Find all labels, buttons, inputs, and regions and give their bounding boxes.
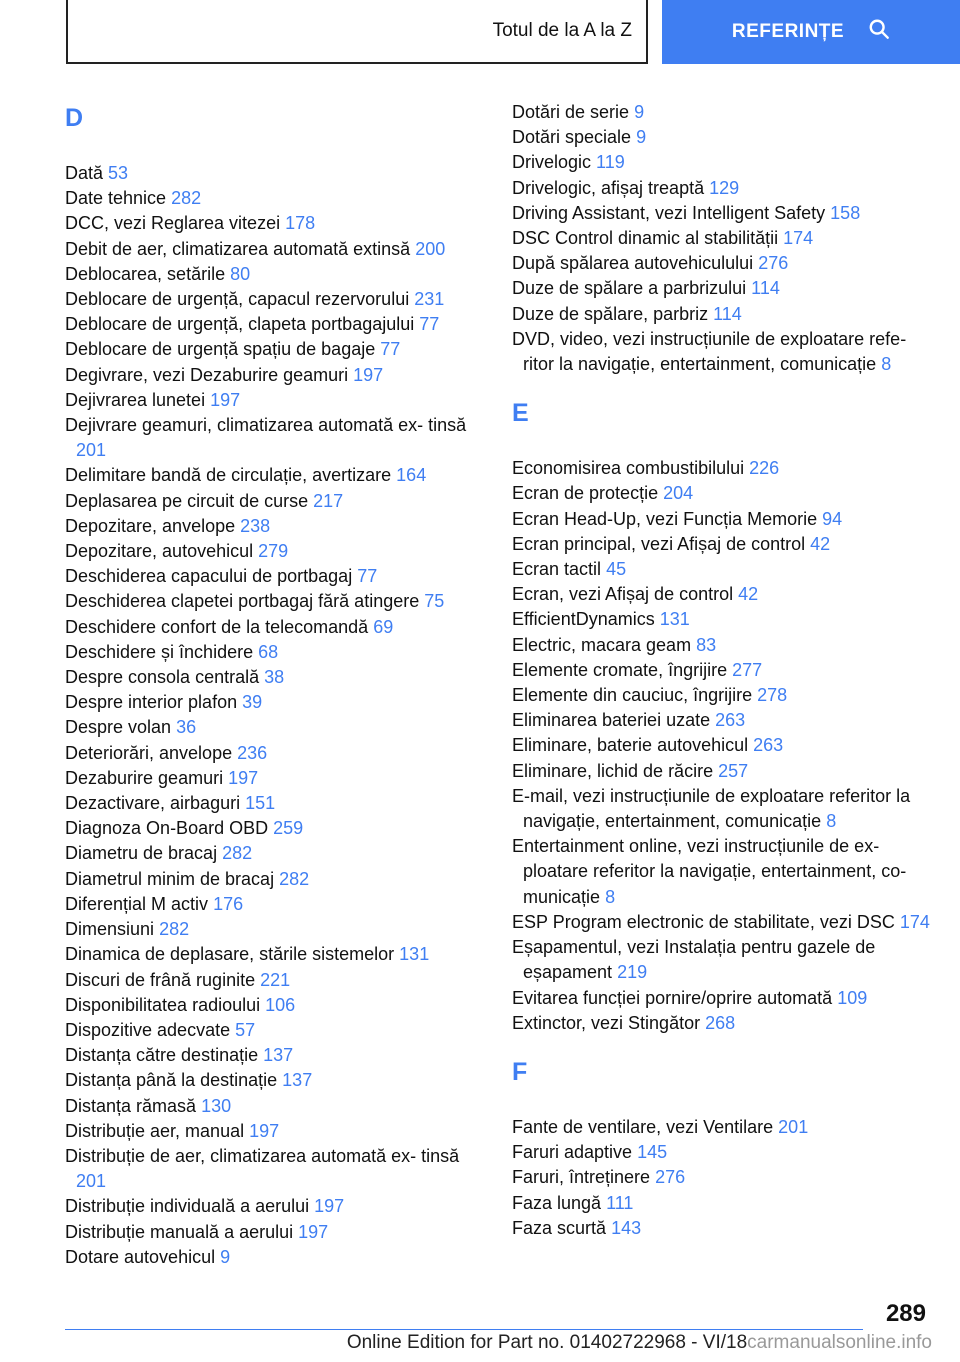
index-entry-text: Eliminarea bateriei uzate xyxy=(512,710,711,731)
index-entry xyxy=(65,262,485,287)
index-entry-text: Eliminare, lichid de răcire xyxy=(512,760,714,781)
index-entry xyxy=(512,759,932,784)
index-entry xyxy=(512,986,932,1011)
index-entry-text: Diagnoza On-Board OBD xyxy=(65,818,269,839)
index-entry xyxy=(65,539,485,564)
index-entry-text: Deplasarea pe circuit de curse xyxy=(65,490,309,511)
page-reference-link[interactable]: 69 xyxy=(373,616,394,637)
section-gap xyxy=(512,1036,932,1054)
page-reference-link[interactable]: 137 xyxy=(282,1070,313,1091)
index-entry xyxy=(512,683,932,708)
index-entry xyxy=(512,784,932,834)
index-entry-text: Despre consola centrală xyxy=(65,667,260,688)
page-reference-link[interactable]: 197 xyxy=(298,1221,329,1242)
page-reference-link[interactable]: 236 xyxy=(237,742,268,763)
index-entry-text: Dejivrarea lunetei xyxy=(65,389,206,410)
index-entry-text: Depozitare, autovehicul xyxy=(65,541,254,562)
page-reference-link[interactable]: 197 xyxy=(314,1196,345,1217)
index-column-right xyxy=(512,100,932,1241)
page-reference-link[interactable]: 158 xyxy=(830,202,861,223)
index-entry-text: Deteriorări, anvelope xyxy=(65,742,233,763)
index-entry-text: Evitarea funcției pornire/oprire automată xyxy=(512,987,833,1008)
index-entry xyxy=(512,1216,932,1241)
index-entry xyxy=(512,1191,932,1216)
index-entry xyxy=(65,867,485,892)
index-entry xyxy=(65,287,485,312)
index-entry-text: După spălarea autovehiculului xyxy=(512,253,754,274)
index-entry xyxy=(65,791,485,816)
index-entry-text: Drivelogic, afișaj treaptă xyxy=(512,177,705,198)
page-reference-link[interactable]: 197 xyxy=(210,389,241,410)
index-entry xyxy=(65,1119,485,1144)
index-entry-text: Dezaburire geamuri xyxy=(65,767,224,788)
page-reference-link[interactable]: 131 xyxy=(399,944,430,965)
index-entry xyxy=(512,582,932,607)
watermark: carmanualsonline.info xyxy=(747,1332,932,1353)
page-reference-link[interactable]: 130 xyxy=(201,1095,232,1116)
index-entry xyxy=(512,176,932,201)
page-reference-link[interactable]: 151 xyxy=(245,793,276,814)
index-entry xyxy=(512,276,932,301)
index-entry-text: Deblocare de urgență spațiu de bagaje xyxy=(65,339,376,360)
index-entry-text: Depozitare, anvelope xyxy=(65,515,236,536)
index-entry-text: Disponibilitatea radioului xyxy=(65,994,261,1015)
index-entry-text: Deblocare de urgență, clapeta portbagajului xyxy=(65,314,415,335)
index-entry-text: Deblocare de urgență, capacul rezervorului xyxy=(65,289,410,310)
index-entry-text: Ecran tactil xyxy=(512,559,602,580)
section-title: Totul de la A la Z xyxy=(492,20,632,41)
page-reference-link[interactable]: 53 xyxy=(108,163,129,183)
index-entry xyxy=(512,481,932,506)
index-entry xyxy=(512,557,932,582)
section-letter-heading: E xyxy=(512,399,529,428)
page-reference-link[interactable]: 42 xyxy=(738,584,759,605)
index-entry-text: Deschidere confort de la telecomandă xyxy=(65,616,369,637)
index-entry xyxy=(512,201,932,226)
index-entry xyxy=(512,633,932,658)
index-entry xyxy=(65,1094,485,1119)
index-entry-text: Discuri de frână ruginite xyxy=(65,969,256,990)
index-entry xyxy=(512,1115,932,1140)
index-entry xyxy=(65,1144,485,1194)
index-entry-text: Despre interior plafon xyxy=(65,692,238,713)
index-entry xyxy=(512,708,932,733)
index-entry-text: Distribuție de aer, climatizarea automată ex- tinsă xyxy=(65,1145,460,1166)
index-entry-text: Faruri adaptive xyxy=(512,1142,633,1163)
page-reference-link[interactable]: 174 xyxy=(783,228,814,249)
page-reference-link[interactable]: 282 xyxy=(279,868,310,889)
index-entry xyxy=(65,1245,485,1270)
index-entry xyxy=(65,942,485,967)
index-entry xyxy=(65,665,485,690)
page-reference-link[interactable]: 217 xyxy=(313,490,344,511)
page-reference-link[interactable]: 45 xyxy=(606,559,627,580)
page-number: 289 xyxy=(885,1300,926,1327)
page-reference-link[interactable]: 204 xyxy=(663,483,694,504)
index-entry xyxy=(65,489,485,514)
index-entry-text: Faza lungă xyxy=(512,1192,602,1213)
index-entry xyxy=(512,658,932,683)
index-entry-text: Distribuție individuală a aerului xyxy=(65,1196,310,1217)
index-entry-text: DVD, video, vezi instrucțiunile de exploatare refe- ritor la navigație, entertainment, comunicație xyxy=(512,328,907,375)
page-reference-link[interactable]: 57 xyxy=(235,1019,256,1040)
page-reference-link[interactable]: 197 xyxy=(249,1120,280,1141)
page-reference-link[interactable]: 277 xyxy=(732,659,763,680)
edition-text: Online Edition for Part no. 01402722968 - VI/18 xyxy=(346,1332,748,1353)
index-entry xyxy=(512,327,932,377)
index-entry xyxy=(512,607,932,632)
index-entry-text: Eșapamentul, vezi Instalația pentru gazele de eșapament xyxy=(512,937,876,983)
index-entry xyxy=(65,1068,485,1093)
page-reference-link[interactable]: 174 xyxy=(899,911,930,932)
index-entry xyxy=(512,1140,932,1165)
index-entry xyxy=(65,186,485,211)
index-entry xyxy=(512,1165,932,1190)
index-entry-text: Faza scurtă xyxy=(512,1217,607,1238)
page-reference-link[interactable]: 109 xyxy=(837,987,868,1008)
page-reference-link[interactable]: 145 xyxy=(637,1142,668,1163)
page-reference-link[interactable]: 131 xyxy=(659,609,690,630)
index-entry-text: Dinamica de deplasare, stările sistemelor xyxy=(65,944,395,965)
page-reference-link[interactable]: 75 xyxy=(424,591,445,612)
page-reference-link[interactable]: 143 xyxy=(611,1217,642,1238)
index-entry-text: Distribuție manuală a aerului xyxy=(65,1221,294,1242)
index-entry xyxy=(65,514,485,539)
index-entry xyxy=(65,1194,485,1219)
index-entry-text: Eliminare, baterie autovehicul xyxy=(512,735,749,756)
page-reference-link[interactable]: 263 xyxy=(715,710,746,731)
index-entry-text: EfficientDynamics xyxy=(512,609,655,630)
page-reference-link[interactable]: 263 xyxy=(753,735,784,756)
page-reference-link[interactable]: 226 xyxy=(749,458,780,479)
index-entry xyxy=(65,816,485,841)
index-entry xyxy=(65,993,485,1018)
index-entry-text: Dispozitive adecvate xyxy=(65,1019,231,1040)
index-entry-text: Ecran Head-Up, vezi Funcția Memorie xyxy=(512,508,818,529)
index-entry-text: Deschiderea capacului de portbagaj xyxy=(65,566,353,587)
page-reference-link[interactable]: 259 xyxy=(273,818,304,839)
index-entry-text: Electric, macara geam xyxy=(512,634,692,655)
index-entry-text: Distanța către destinație xyxy=(65,1045,259,1066)
page-reference-link[interactable]: 8 xyxy=(826,811,837,832)
index-entry-text: Distanța rămasă xyxy=(65,1095,197,1116)
index-entry xyxy=(512,532,932,557)
index-entry-text: Dotări de serie xyxy=(512,102,630,122)
index-entry-text: Distanța până la destinație xyxy=(65,1070,278,1091)
page-reference-link[interactable]: 83 xyxy=(696,634,717,655)
page-reference-link[interactable]: 119 xyxy=(596,152,625,173)
index-entry-text: Degivrare, vezi Dezaburire geamuri xyxy=(65,364,349,385)
page-reference-link[interactable]: 276 xyxy=(655,1167,686,1188)
index-entry-text: Duze de spălare a parbrizului xyxy=(512,278,747,299)
index-entry-text: Elemente cromate, îngrijire xyxy=(512,659,728,680)
footer xyxy=(0,1332,960,1354)
index-entry-text: Extinctor, vezi Stingător xyxy=(512,1012,701,1033)
page-reference-link[interactable]: 114 xyxy=(751,278,780,299)
index-entry xyxy=(65,841,485,866)
index-entry-text: Debit de aer, climatizarea automată extinsă xyxy=(65,238,411,259)
page-reference-link[interactable]: 257 xyxy=(718,760,749,781)
index-entry xyxy=(65,589,485,614)
index-entry xyxy=(65,463,485,488)
index-entry-text: Diferențial M activ xyxy=(65,893,209,914)
index-entry xyxy=(65,312,485,337)
index-entry-text: E-mail, vezi instrucțiunile de exploatare referitor la navigație, entertainment, comunicație xyxy=(512,785,911,832)
page-reference-link[interactable]: 268 xyxy=(705,1012,736,1033)
index-entry xyxy=(65,161,485,186)
index-entry-text: Ecran de protecție xyxy=(512,483,659,504)
index-entry xyxy=(65,1220,485,1245)
page-reference-link[interactable]: 231 xyxy=(414,289,445,310)
page-reference-link[interactable]: 9 xyxy=(220,1246,231,1267)
page-reference-link[interactable]: 276 xyxy=(758,253,789,274)
page-reference-link[interactable]: 39 xyxy=(242,692,263,713)
section-tab[interactable] xyxy=(66,0,648,64)
page-reference-link[interactable]: 9 xyxy=(636,127,647,148)
index-entry-text: Driving Assistant, vezi Intelligent Safety xyxy=(512,202,826,223)
index-entry xyxy=(512,910,932,935)
index-entry-text: Elemente din cauciuc, îngrijire xyxy=(512,685,753,706)
footer-divider xyxy=(65,1329,863,1330)
index-entry-text: Diametrul minim de bracaj xyxy=(65,868,275,889)
index-entry xyxy=(65,892,485,917)
index-entry xyxy=(65,766,485,791)
index-entry-text: Dată xyxy=(65,163,104,183)
page-reference-link[interactable]: 219 xyxy=(617,962,648,983)
index-entry xyxy=(512,834,932,910)
page-reference-link[interactable]: 94 xyxy=(822,508,843,529)
page-reference-link[interactable]: 38 xyxy=(264,667,285,688)
index-entry-text: DSC Control dinamic al stabilității xyxy=(512,228,779,249)
page-reference-link[interactable]: 221 xyxy=(260,969,291,990)
index-entry xyxy=(65,337,485,362)
index-entry xyxy=(512,150,932,175)
page-reference-link[interactable]: 197 xyxy=(353,364,384,385)
index-entry xyxy=(65,640,485,665)
index-entry xyxy=(65,388,485,413)
index-entry-text: Ecran principal, vezi Afișaj de control xyxy=(512,533,806,554)
page-reference-link[interactable]: 36 xyxy=(176,717,197,738)
page-reference-link[interactable]: 201 xyxy=(76,1171,107,1192)
page-reference-link[interactable]: 201 xyxy=(778,1116,809,1137)
index-entry xyxy=(65,968,485,993)
page-reference-link[interactable]: 278 xyxy=(757,685,788,706)
index-entry xyxy=(512,935,932,985)
index-entry-text: Fante de ventilare, vezi Ventilare xyxy=(512,1116,774,1137)
index-entry xyxy=(512,226,932,251)
page-reference-link[interactable]: 77 xyxy=(380,339,401,360)
index-entry xyxy=(512,251,932,276)
index-entry xyxy=(65,564,485,589)
index-entry xyxy=(65,741,485,766)
index-entry-text: Faruri, întreținere xyxy=(512,1167,651,1188)
index-entry-text: Entertainment online, vezi instrucțiunile de ex- ploatare referitor la navigație, entertainment, co- municație xyxy=(512,836,907,907)
index-entry-text: Despre volan xyxy=(65,717,172,738)
index-entry xyxy=(65,413,485,463)
page-reference-link[interactable]: 238 xyxy=(240,515,271,536)
index-entry-text: Distribuție aer, manual xyxy=(65,1120,245,1141)
index-entry xyxy=(65,1018,485,1043)
index-entry xyxy=(512,733,932,758)
index-entry xyxy=(65,917,485,942)
index-entry xyxy=(65,211,485,236)
page-reference-link[interactable]: 282 xyxy=(222,843,253,864)
index-entry-text: Delimitare bandă de circulație, avertizare xyxy=(65,465,392,486)
page-reference-link[interactable]: 80 xyxy=(230,263,251,284)
index-entry-text: Drivelogic xyxy=(512,152,592,173)
page-reference-link[interactable]: 8 xyxy=(881,354,892,375)
index-entry xyxy=(512,100,932,125)
section-letter-heading: F xyxy=(512,1057,528,1086)
index-entry-text: DCC, vezi Reglarea vitezei xyxy=(65,213,281,234)
page-reference-link[interactable]: 77 xyxy=(419,314,440,335)
index-entry-text: Dotare autovehicul xyxy=(65,1246,216,1267)
page-reference-link[interactable]: 114 xyxy=(713,303,742,324)
section-letter-heading: D xyxy=(65,104,84,132)
index-entry xyxy=(512,302,932,327)
index-entry-text: Ecran, vezi Afișaj de control xyxy=(512,584,734,605)
index-entry xyxy=(65,1043,485,1068)
index-entry xyxy=(65,690,485,715)
search-icon xyxy=(868,18,890,46)
index-entry xyxy=(65,363,485,388)
index-entry-text: Dezactivare, airbaguri xyxy=(65,793,241,814)
index-entry xyxy=(512,125,932,150)
page-reference-link[interactable]: 8 xyxy=(605,886,616,907)
page-reference-link[interactable]: 106 xyxy=(265,994,296,1015)
index-column-left xyxy=(65,100,485,1270)
index-entry-text: Deschiderea clapetei portbagaj fără atingere xyxy=(65,591,420,612)
page-reference-link[interactable]: 9 xyxy=(634,102,645,122)
index-entry-text: Diametru de bracaj xyxy=(65,843,218,864)
index-entry-text: Dimensiuni xyxy=(65,919,155,940)
page-reference-link[interactable]: 197 xyxy=(228,767,259,788)
references-button[interactable] xyxy=(662,0,960,64)
index-entry-text: Dotări speciale xyxy=(512,127,632,148)
page-reference-link[interactable]: 282 xyxy=(159,919,190,940)
index-entry-text: Dejivrare geamuri, climatizarea automată ex- tinsă xyxy=(65,415,467,436)
page-reference-link[interactable]: 279 xyxy=(258,541,289,562)
index-entry xyxy=(65,715,485,740)
index-entry xyxy=(512,507,932,532)
page-reference-link[interactable]: 178 xyxy=(285,213,316,234)
section-gap xyxy=(512,377,932,395)
index-entry-text: ESP Program electronic de stabilitate, vezi DSC xyxy=(512,911,895,932)
page-reference-link[interactable]: 164 xyxy=(396,465,427,486)
index-entry xyxy=(65,237,485,262)
page-reference-link[interactable]: 129 xyxy=(709,177,740,198)
index-entry-text: Deschidere și închidere xyxy=(65,641,254,662)
index-entry-text: Deblocarea, setările xyxy=(65,263,226,284)
page-reference-link[interactable]: 111 xyxy=(606,1192,634,1213)
page-reference-link[interactable]: 77 xyxy=(357,566,378,587)
page-reference-link[interactable]: 201 xyxy=(76,440,107,461)
page-reference-link[interactable]: 137 xyxy=(263,1045,294,1066)
index-entry xyxy=(512,1011,932,1036)
page-reference-link[interactable]: 176 xyxy=(213,893,244,914)
page-reference-link[interactable]: 42 xyxy=(810,533,831,554)
references-label: REFERINȚE xyxy=(731,21,845,42)
page-reference-link[interactable]: 68 xyxy=(258,641,279,662)
index-entry xyxy=(65,615,485,640)
index-entry-text: Duze de spălare, parbriz xyxy=(512,303,709,324)
page-reference-link[interactable]: 200 xyxy=(415,238,446,259)
index-entry-text: Economisirea combustibilului xyxy=(512,458,745,479)
index-entry xyxy=(512,456,932,481)
page-reference-link[interactable]: 282 xyxy=(171,188,202,209)
index-entry-text: Date tehnice xyxy=(65,188,167,209)
